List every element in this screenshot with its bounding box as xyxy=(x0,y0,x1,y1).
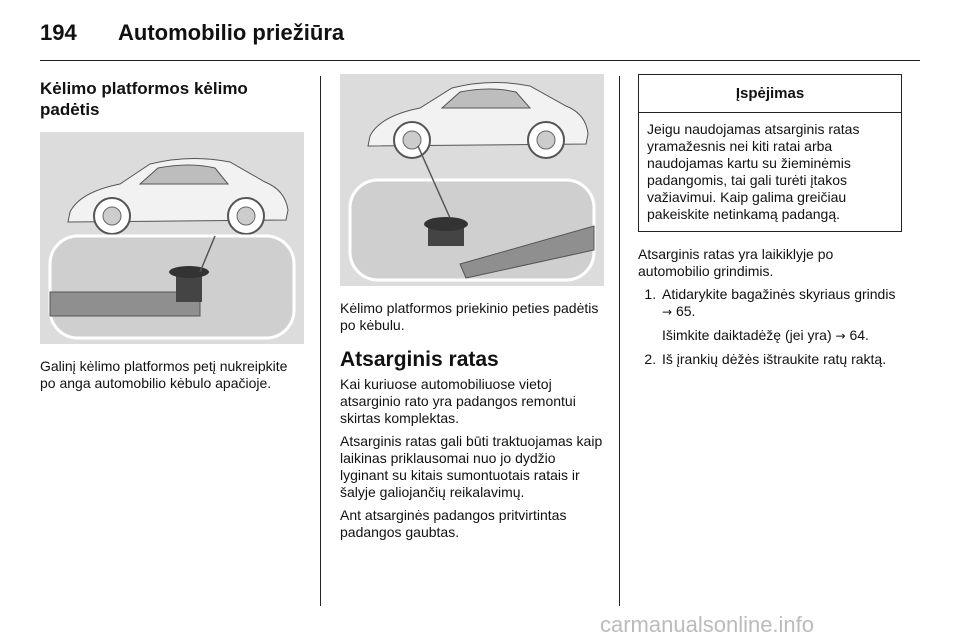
watermark: carmanualsonline.info xyxy=(600,612,815,637)
steps-list xyxy=(638,286,903,368)
section-heading: Kėlimo platformos kėlimo padėtis xyxy=(40,79,248,119)
list-item xyxy=(660,351,903,368)
step-subtext xyxy=(662,327,903,345)
page-ref: 64. xyxy=(849,327,869,343)
warning-box xyxy=(638,74,902,232)
column-middle xyxy=(340,74,605,547)
page-ref: 65. xyxy=(675,303,696,319)
section-title: Atsarginis ratas xyxy=(340,348,499,371)
step-text: Atidarykite bagažinės skyriaus grindis xyxy=(662,286,896,302)
step-text: Iš įrankių dėžės ištraukite ratų raktą. xyxy=(662,351,887,367)
column-left xyxy=(40,74,304,392)
column-divider xyxy=(619,76,620,606)
list-item xyxy=(660,286,903,345)
step-subtext-label: Išimkite daiktadėžę (jei yra) xyxy=(662,327,832,343)
paragraph: Kai kuriuose automobiliuose vietoj atsarginio rato yra padangos remontui skirtas komplektas. xyxy=(340,376,576,426)
page-ref-arrow-icon: → xyxy=(662,305,673,319)
column-right xyxy=(638,74,903,374)
page-header xyxy=(40,20,920,61)
column-divider xyxy=(320,76,321,606)
rear-lift-illustration xyxy=(40,132,304,344)
warning-text: Jeigu naudojamas atsarginis ratas yramažesnis nei kiti ratai arba naudojamas kartu su žieminėmis padangomis, tai gali turėti įtakos važiavimui. Kaip galima greičiau pakeiskite netinkamą padangą. xyxy=(647,121,860,222)
page-ref-arrow-icon: → xyxy=(835,329,846,343)
figure-caption: Galinį kėlimo platformos petį nukreipkite po anga automobilio kėbulo apačioje. xyxy=(40,358,288,391)
paragraph: Atsarginis ratas gali būti traktuojamas kaip laikinas priklausomai nuo jo dydžio lyginant su kitais sumontuotais ratais ir šalyje galiojančių reikalavimų. xyxy=(340,433,603,500)
page-title: Automobilio priežiūra xyxy=(118,20,345,45)
paragraph: Atsarginis ratas yra laikiklyje po automobilio grindimis. xyxy=(638,246,834,279)
figure-caption: Kėlimo platformos priekinio peties padėtis po kėbulu. xyxy=(340,300,599,333)
front-lift-illustration xyxy=(340,74,604,286)
page-number: 194 xyxy=(40,20,77,45)
paragraph: Ant atsarginės padangos pritvirtintas padangos gaubtas. xyxy=(340,507,567,540)
warning-title: Įspėjimas xyxy=(639,75,901,113)
